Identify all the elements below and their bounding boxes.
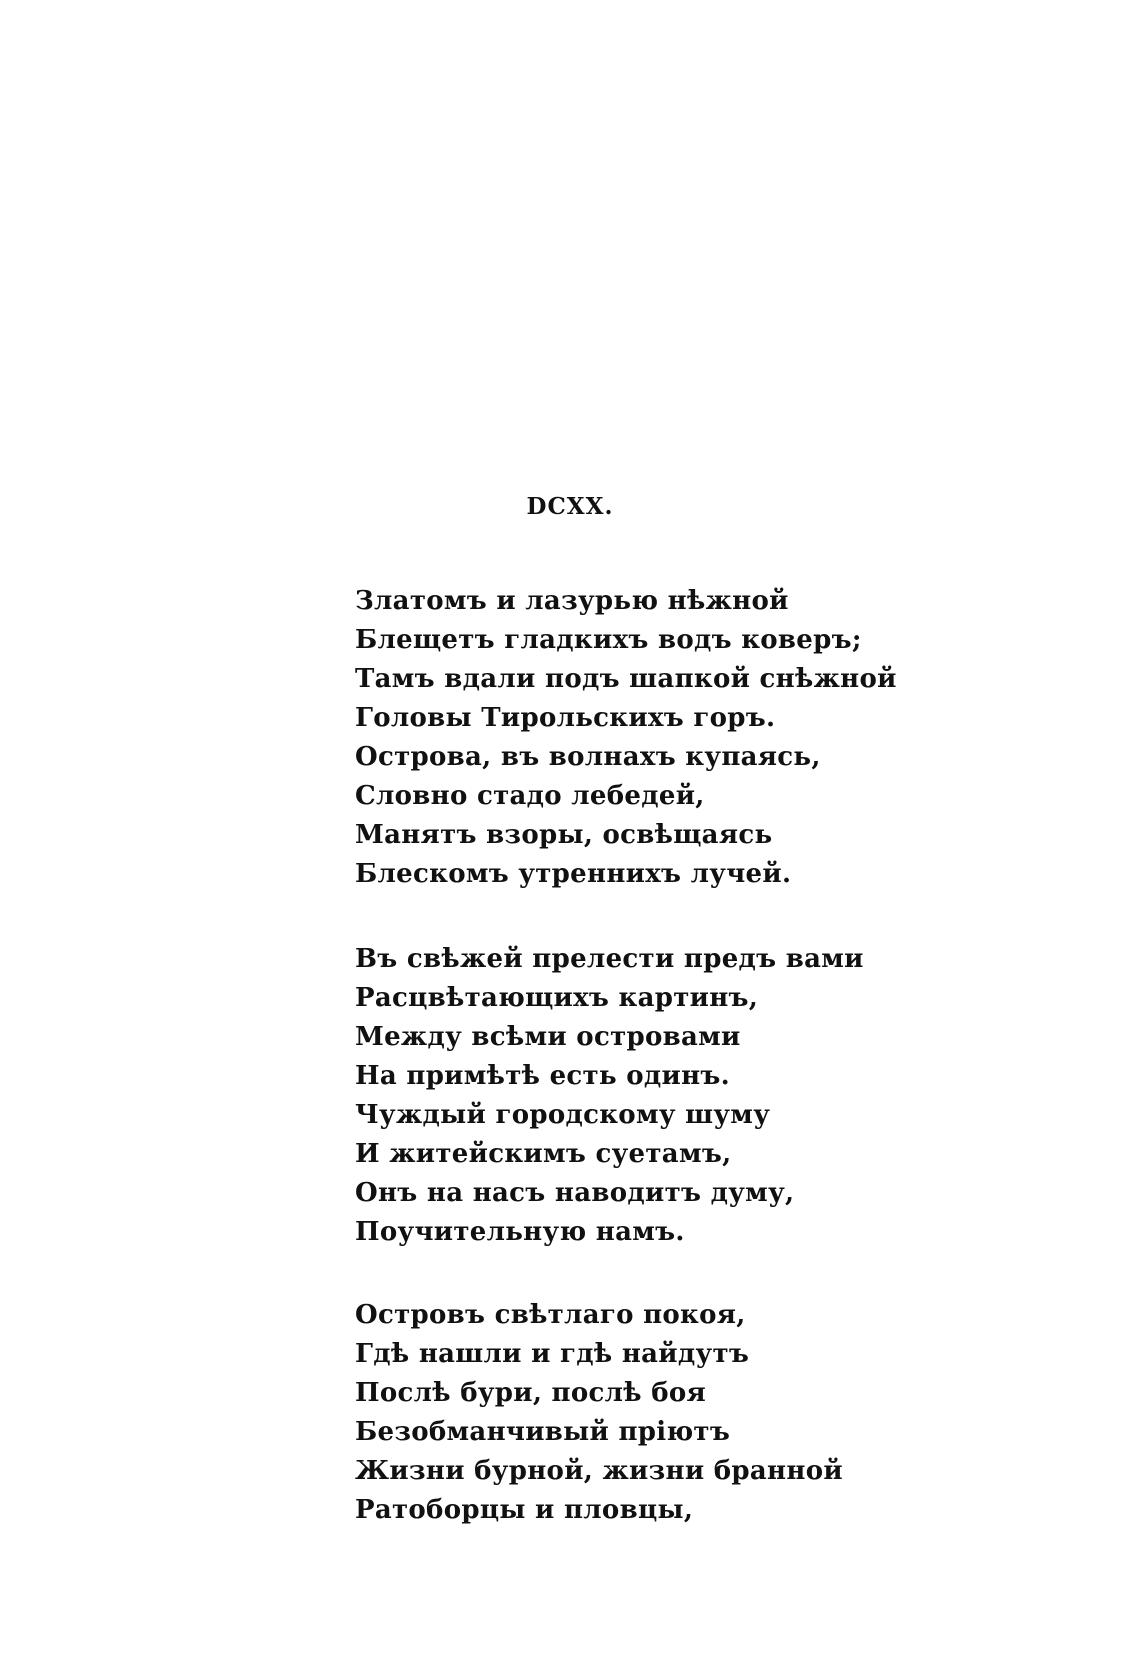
stanza-3 — [355, 1296, 843, 1530]
verse-line: Головы Тирольскихъ горъ. — [355, 703, 776, 733]
verse-line: Безобманчивый прiютъ — [355, 1417, 731, 1447]
verse-line: Островъ свѣтлаго покоя, — [355, 1300, 746, 1330]
verse-line: Расцвѣтающихъ картинъ, — [355, 983, 759, 1013]
stanza-1 — [355, 582, 897, 894]
verse-line: Манятъ взоры, освѣщаясь — [355, 820, 773, 850]
verse-line: Златомъ и лазурью нѣжной — [355, 586, 789, 616]
verse-line: Тамъ вдали подъ шапкой снѣжной — [355, 664, 897, 694]
verse-line: Между всѣми островами — [355, 1022, 741, 1052]
poem-number-heading: DCXX. — [526, 493, 614, 520]
verse-line: Острова, въ волнахъ купаясь, — [355, 742, 821, 772]
verse-line: Поучительную намъ. — [355, 1217, 685, 1247]
verse-line: Блескомъ утреннихъ лучей. — [355, 859, 792, 889]
verse-line: И житейскимъ суетамъ, — [355, 1139, 732, 1169]
verse-line: Ратоборцы и пловцы, — [355, 1495, 694, 1525]
verse-line: Послѣ бури, послѣ боя — [355, 1378, 707, 1408]
verse-line: Словно стадо лебедей, — [355, 781, 705, 811]
verse-line: Чуждый городскому шуму — [355, 1100, 771, 1130]
verse-line: Блещетъ гладкихъ водъ коверъ; — [355, 625, 862, 655]
stanza-2 — [355, 940, 864, 1252]
verse-line: Жизни бурной, жизни бранной — [355, 1456, 843, 1486]
verse-line: Въ свѣжей прелести предъ вами — [355, 944, 864, 974]
verse-line: На примѣтѣ есть одинъ. — [355, 1061, 731, 1091]
verse-line: Гдѣ нашли и гдѣ найдутъ — [355, 1339, 750, 1369]
verse-line: Онъ на насъ наводитъ думу, — [355, 1178, 795, 1208]
